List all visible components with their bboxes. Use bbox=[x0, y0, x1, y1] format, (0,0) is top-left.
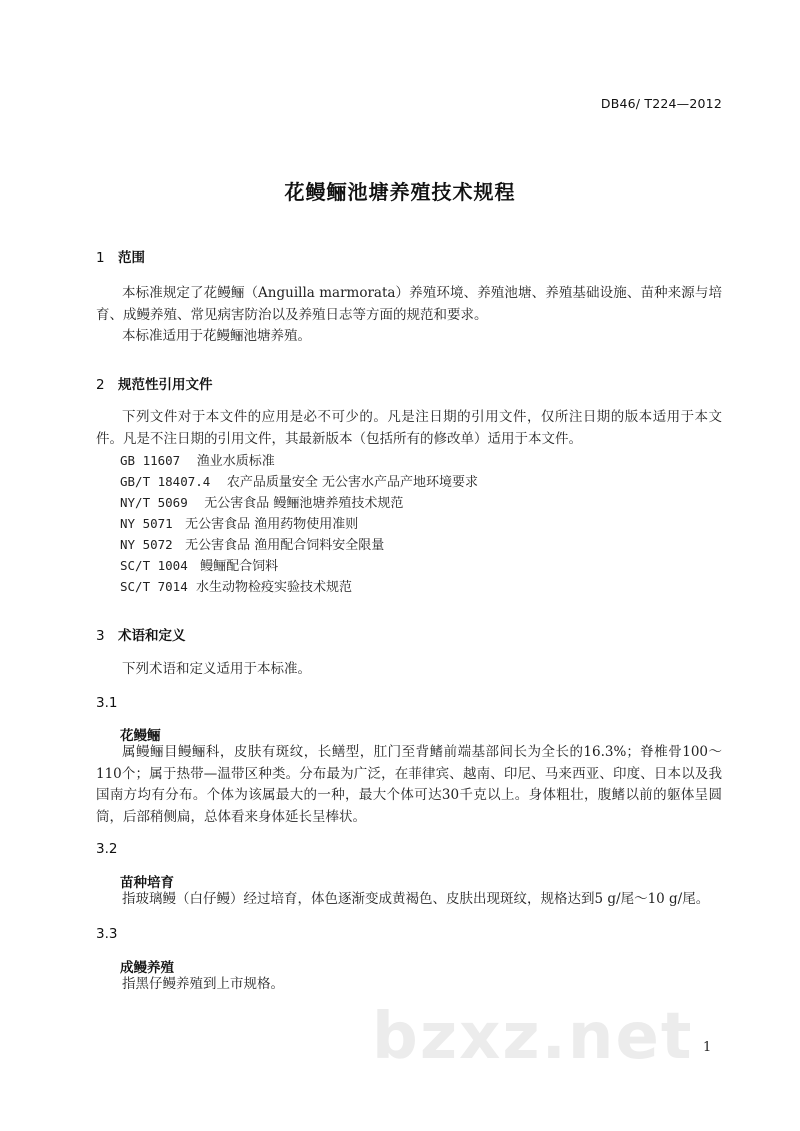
section-number: 3 bbox=[96, 628, 105, 644]
section-number: 2 bbox=[96, 377, 105, 393]
reference-item bbox=[120, 535, 384, 556]
term-name: 成鳗养殖 bbox=[120, 960, 174, 976]
term-definition: 指黑仔鳗养殖到上市规格。 bbox=[122, 976, 284, 992]
reference-item bbox=[120, 556, 278, 577]
standard-code: DB46/ T224—2012 bbox=[600, 96, 722, 111]
section-title: 范围 bbox=[118, 250, 145, 266]
reference-code: GB/T 18407.4 bbox=[120, 474, 211, 489]
reference-item bbox=[120, 577, 352, 598]
reference-item bbox=[120, 493, 403, 514]
section-3-paragraph: 下列术语和定义适用于本标准。 bbox=[122, 661, 311, 677]
term-name: 苗种培育 bbox=[120, 875, 174, 891]
reference-code: NY 5072 bbox=[120, 537, 173, 552]
section-1-paragraph: 本标准规定了花鳗鲡（Anguilla marmorata）养殖环境、养殖池塘、养殖基础设施、苗种来源与培育、成鳗养殖、常见病害防治以及养殖日志等方面的规范和要求。 bbox=[96, 285, 722, 323]
reference-title: 无公害食品 渔用药物使用准则 bbox=[185, 517, 359, 532]
section-2-heading bbox=[96, 373, 213, 393]
reference-title: 农产品质量安全 无公害水产品产地环境要求 bbox=[226, 475, 478, 490]
section-title: 规范性引用文件 bbox=[118, 377, 213, 393]
reference-title: 渔业水质标准 bbox=[196, 454, 275, 469]
reference-item bbox=[120, 451, 275, 472]
document-title: 花鳗鲡池塘养殖技术规程 bbox=[284, 180, 516, 204]
section-1-heading bbox=[96, 246, 145, 266]
reference-code: SC/T 1004 bbox=[120, 558, 188, 573]
term-number: 3.3 bbox=[96, 926, 118, 942]
reference-item bbox=[120, 514, 358, 535]
section-1-paragraph: 本标准适用于花鳗鲡池塘养殖。 bbox=[122, 328, 311, 344]
reference-code: NY 5071 bbox=[120, 516, 173, 531]
section-number: 1 bbox=[96, 250, 105, 266]
term-number: 3.2 bbox=[96, 841, 118, 857]
reference-title: 水生动物检疫实验技术规范 bbox=[196, 580, 353, 595]
term-definition: 指玻璃鳗（白仔鳗）经过培育，体色逐渐变成黄褐色、皮肤出现斑纹，规格达到5 g/尾～10 g/尾。 bbox=[122, 891, 710, 907]
reference-title: 鳗鲡配合饲料 bbox=[200, 559, 279, 574]
reference-item bbox=[120, 472, 478, 493]
reference-code: GB 11607 bbox=[120, 453, 181, 468]
term-name: 花鳗鲡 bbox=[120, 728, 161, 744]
section-2-paragraph: 下列文件对于本文件的应用是必不可少的。凡是注日期的引用文件，仅所注日期的版本适用于本文件。凡是不注日期的引用文件，其最新版本（包括所有的修改单）适用于本文件。 bbox=[96, 409, 722, 447]
watermark: bzxz.net bbox=[372, 1000, 694, 1074]
section-3-heading bbox=[96, 624, 186, 644]
page-number: 1 bbox=[703, 1040, 712, 1055]
reference-title: 无公害食品 渔用配合饲料安全限量 bbox=[185, 538, 385, 553]
reference-code: SC/T 7014 bbox=[120, 579, 188, 594]
reference-code: NY/T 5069 bbox=[120, 495, 188, 510]
term-number: 3.1 bbox=[96, 695, 118, 711]
reference-title: 无公害食品 鳗鲡池塘养殖技术规范 bbox=[204, 496, 404, 511]
section-title: 术语和定义 bbox=[118, 628, 186, 644]
term-definition: 属鳗鲡目鳗鲡科，皮肤有斑纹，长鳝型，肛门至背鳍前端基部间长为全长的16.3%；脊椎骨100～110个；属于热带—温带区种类。分布最为广泛，在菲律宾、越南、印尼、马来西亚、印度、日本以及我国南方均有分布。个体为该属最大的一种，最大个体可达30千克以上。身体粗壮，腹鳍以前的躯体呈圆筒，后部稍侧扁，总体看来身体延长呈棒状。 bbox=[96, 744, 722, 825]
